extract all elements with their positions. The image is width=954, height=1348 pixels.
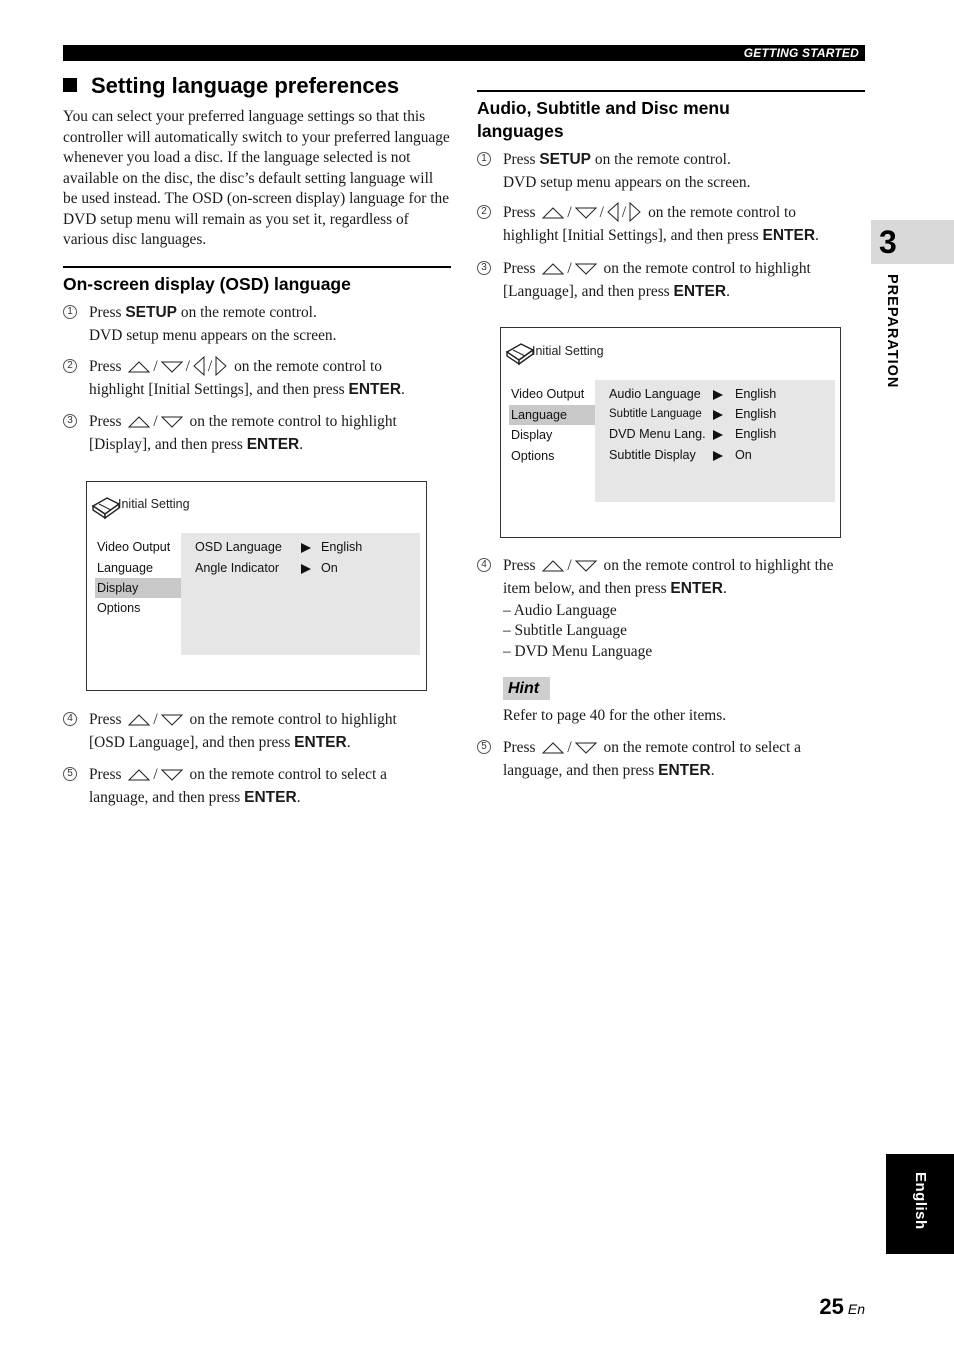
right-arrow-icon	[301, 564, 311, 574]
step-number: 2	[477, 205, 491, 219]
down-triangle-icon	[575, 560, 597, 572]
up-triangle-icon	[128, 361, 150, 373]
enter-key: ENTER	[244, 788, 297, 806]
enter-key: ENTER	[294, 733, 347, 751]
osd-step-3: 3 Press / on the remote control to highlight [Display], and then press ENTER.	[63, 411, 451, 459]
osd-screen-title: Initial Setting	[118, 497, 190, 511]
audio-step-1: 1 Press SETUP on the remote control. DVD setup menu appears on the screen.	[477, 149, 865, 197]
page-number: 25 En	[819, 1294, 865, 1319]
up-triangle-icon	[128, 714, 150, 726]
audio-step-2: 2 Press / / / on the remote control to highlight [Initial Settings], and then press ENTER.	[477, 202, 865, 250]
setting-value: On	[735, 448, 752, 462]
setting-label-audio-language[interactable]: Audio Language	[609, 387, 701, 401]
osd-step-1: 1 Press SETUP on the remote control. DVD setup menu appears on the screen.	[63, 302, 451, 350]
down-triangle-icon	[575, 263, 597, 275]
step-number: 2	[63, 359, 77, 373]
left-triangle-icon	[607, 202, 619, 222]
step-number: 1	[477, 152, 491, 166]
setting-value: On	[321, 561, 338, 575]
setting-value: English	[735, 407, 777, 421]
up-triangle-icon	[542, 207, 564, 219]
list-item: – Audio Language	[503, 602, 617, 619]
right-triangle-icon	[215, 356, 227, 376]
step-number: 4	[477, 558, 491, 572]
step-number: 1	[63, 305, 77, 319]
up-triangle-icon	[128, 416, 150, 428]
menu-item-display[interactable]: Display	[511, 428, 553, 442]
setup-key: SETUP	[125, 304, 178, 321]
osd-screen-display	[86, 481, 427, 691]
menu-item-video-output[interactable]: Video Output	[97, 540, 171, 554]
section-title	[63, 73, 399, 99]
disc-tray-icon	[91, 496, 121, 520]
menu-item-display[interactable]: Display	[95, 578, 181, 598]
right-arrow-icon	[713, 390, 723, 400]
setting-label-dvd-menu-lang[interactable]: DVD Menu Lang.	[609, 427, 706, 441]
hint-badge: Hint	[503, 677, 550, 700]
right-triangle-icon	[629, 202, 641, 222]
osd-screen-title: Initial Setting	[532, 344, 604, 358]
setting-label-angle-indicator[interactable]: Angle Indicator	[195, 561, 280, 575]
chapter-number: 3	[879, 224, 897, 260]
menu-item-language[interactable]: Language	[97, 561, 154, 575]
setting-label-subtitle-display[interactable]: Subtitle Display	[609, 448, 696, 462]
enter-key: ENTER	[762, 226, 816, 244]
audio-step-5: 5 Press / on the remote control to select a language, and then press ENTER.	[477, 737, 865, 785]
step-number: 5	[477, 740, 491, 754]
language-tab-label: English	[912, 1172, 929, 1230]
header-bar	[63, 45, 865, 61]
step-number: 5	[63, 767, 77, 781]
list-item: – Subtitle Language	[503, 622, 627, 639]
up-triangle-icon	[542, 263, 564, 275]
down-triangle-icon	[161, 416, 183, 428]
enter-key: ENTER	[673, 282, 727, 300]
enter-key: ENTER	[348, 380, 402, 398]
osd-menu	[95, 537, 181, 627]
enter-key: ENTER	[670, 579, 723, 597]
osd-heading: On-screen display (OSD) language	[63, 266, 451, 296]
setting-value: English	[735, 387, 777, 401]
step-number: 4	[63, 712, 77, 726]
audio-heading: Audio, Subtitle and Disc menu languages	[477, 90, 865, 143]
hint-text: Refer to page 40 for the other items.	[503, 707, 727, 724]
osd-step-2: 2 Press / / / on the remote control to highlight [Initial Settings], and then press ENTER.	[63, 356, 451, 404]
language-tab	[886, 1154, 954, 1254]
menu-item-options[interactable]: Options	[97, 601, 141, 615]
up-triangle-icon	[128, 769, 150, 781]
header-label: GETTING STARTED	[743, 46, 859, 60]
osd-settings-panel	[595, 380, 835, 502]
down-triangle-icon	[575, 207, 597, 219]
menu-item-language[interactable]: Language	[509, 405, 595, 425]
right-arrow-icon	[713, 410, 723, 420]
audio-step-4: 4 Press / on the remote control to highlight the item below, and then press ENTER.	[477, 555, 865, 603]
setting-value: English	[735, 427, 777, 441]
down-triangle-icon	[161, 361, 183, 373]
step-number: 3	[477, 261, 491, 275]
up-triangle-icon	[542, 742, 564, 754]
osd-step-5: 5 Press / on the remote control to select a language, and then press ENTER.	[63, 764, 451, 812]
setting-label-osd-language[interactable]: OSD Language	[195, 540, 282, 554]
down-triangle-icon	[161, 769, 183, 781]
enter-key: ENTER	[246, 435, 300, 453]
down-triangle-icon	[575, 742, 597, 754]
down-triangle-icon	[161, 714, 183, 726]
disc-tray-icon	[505, 342, 535, 366]
right-arrow-icon	[301, 543, 311, 553]
setting-label-subtitle-language[interactable]: Subtitle Language	[609, 408, 702, 420]
right-arrow-icon	[713, 430, 723, 440]
osd-screen-language	[500, 327, 841, 538]
square-bullet-icon	[63, 78, 77, 92]
osd-settings-panel	[181, 533, 420, 655]
osd-step-4: 4 Press / on the remote control to highlight [OSD Language], and then press ENTER.	[63, 709, 451, 757]
enter-key: ENTER	[658, 761, 711, 779]
up-triangle-icon	[542, 560, 564, 572]
chapter-label: PREPARATION	[884, 274, 900, 389]
setup-key: SETUP	[539, 151, 592, 168]
menu-item-video-output[interactable]: Video Output	[511, 387, 585, 401]
intro-paragraph: You can select your preferred language settings so that this controller will automatically switch to your preferred language whenever you load a disc. If the language selected is not available on the disc, the disc’s default setting language will be used instead. The OSD (on-screen display) language for the DVD setup menu will remain as you set it, regardless of various disc languages.	[63, 108, 450, 248]
step-number: 3	[63, 414, 77, 428]
osd-menu	[509, 384, 595, 474]
list-item: – DVD Menu Language	[503, 643, 653, 660]
left-triangle-icon	[193, 356, 205, 376]
setting-value: English	[321, 540, 363, 554]
chapter-tab	[871, 220, 954, 264]
right-arrow-icon	[713, 451, 723, 461]
section-title-text: Setting language preferences	[91, 73, 400, 98]
audio-step-3: 3 Press / on the remote control to highlight [Language], and then press ENTER.	[477, 258, 865, 306]
menu-item-options[interactable]: Options	[511, 449, 555, 463]
